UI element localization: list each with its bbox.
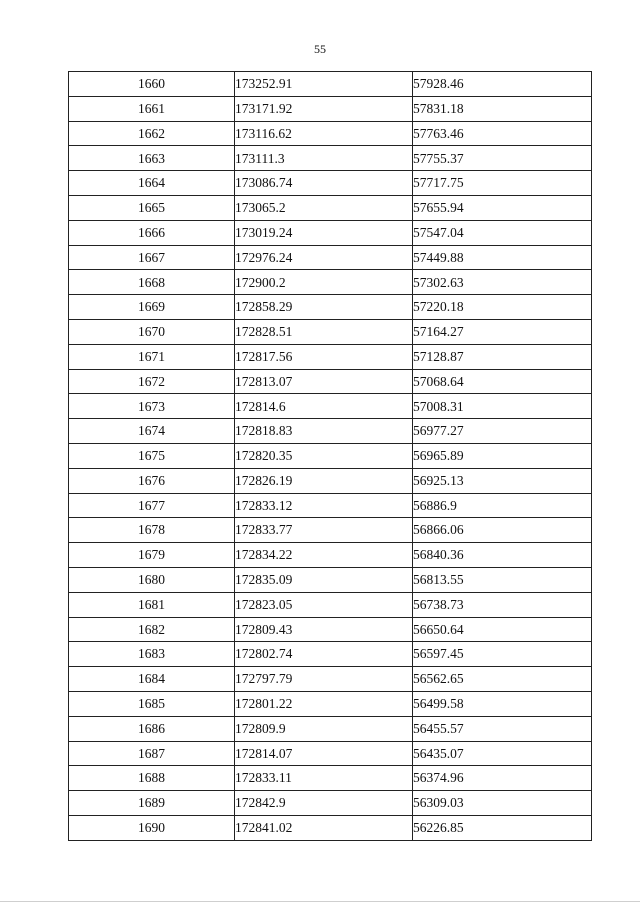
point-number-cell: 1665 (69, 195, 235, 220)
point-number-cell: 1667 (69, 245, 235, 270)
point-number-cell: 1660 (69, 72, 235, 97)
table-row (69, 518, 592, 543)
y-coordinate-cell: 56455.57 (413, 716, 592, 741)
y-coordinate-cell: 56597.45 (413, 642, 592, 667)
x-coordinate-cell: 172818.83 (235, 419, 413, 444)
y-coordinate-cell: 56977.27 (413, 419, 592, 444)
x-coordinate-cell: 172900.2 (235, 270, 413, 295)
point-number-cell: 1676 (69, 468, 235, 493)
point-number-cell: 1669 (69, 295, 235, 320)
y-coordinate-cell: 56840.36 (413, 543, 592, 568)
y-coordinate-cell: 56499.58 (413, 691, 592, 716)
y-coordinate-cell: 56925.13 (413, 468, 592, 493)
x-coordinate-cell: 172797.79 (235, 667, 413, 692)
y-coordinate-cell: 56309.03 (413, 791, 592, 816)
point-number-cell: 1662 (69, 121, 235, 146)
x-coordinate-cell: 172809.9 (235, 716, 413, 741)
y-coordinate-cell: 56226.85 (413, 815, 592, 840)
point-number-cell: 1680 (69, 567, 235, 592)
table-row (69, 766, 592, 791)
table-row (69, 567, 592, 592)
y-coordinate-cell: 57763.46 (413, 121, 592, 146)
point-number-cell: 1663 (69, 146, 235, 171)
y-coordinate-cell: 57302.63 (413, 270, 592, 295)
y-coordinate-cell: 56562.65 (413, 667, 592, 692)
table-row (69, 443, 592, 468)
x-coordinate-cell: 172809.43 (235, 617, 413, 642)
y-coordinate-cell: 57164.27 (413, 319, 592, 344)
point-number-cell: 1685 (69, 691, 235, 716)
x-coordinate-cell: 172976.24 (235, 245, 413, 270)
x-coordinate-cell: 172802.74 (235, 642, 413, 667)
point-number-cell: 1682 (69, 617, 235, 642)
table-row (69, 716, 592, 741)
y-coordinate-cell: 56813.55 (413, 567, 592, 592)
x-coordinate-cell: 172826.19 (235, 468, 413, 493)
point-number-cell: 1674 (69, 419, 235, 444)
table-row (69, 220, 592, 245)
table-row (69, 791, 592, 816)
x-coordinate-cell: 172842.9 (235, 791, 413, 816)
x-coordinate-cell: 172841.02 (235, 815, 413, 840)
point-number-cell: 1679 (69, 543, 235, 568)
y-coordinate-cell: 56886.9 (413, 493, 592, 518)
y-coordinate-cell: 57128.87 (413, 344, 592, 369)
table-row (69, 195, 592, 220)
table-row (69, 667, 592, 692)
y-coordinate-cell: 57068.64 (413, 369, 592, 394)
table-row (69, 815, 592, 840)
x-coordinate-cell: 173171.92 (235, 96, 413, 121)
point-number-cell: 1671 (69, 344, 235, 369)
table-row (69, 344, 592, 369)
x-coordinate-cell: 172834.22 (235, 543, 413, 568)
point-number-cell: 1688 (69, 766, 235, 791)
table-row (69, 543, 592, 568)
table-row (69, 468, 592, 493)
y-coordinate-cell: 56374.96 (413, 766, 592, 791)
x-coordinate-cell: 173086.74 (235, 171, 413, 196)
y-coordinate-cell: 57547.04 (413, 220, 592, 245)
point-number-cell: 1683 (69, 642, 235, 667)
x-coordinate-cell: 172858.29 (235, 295, 413, 320)
table-row (69, 96, 592, 121)
point-number-cell: 1689 (69, 791, 235, 816)
x-coordinate-cell: 172817.56 (235, 344, 413, 369)
page-number: 55 (314, 42, 326, 56)
point-number-cell: 1670 (69, 319, 235, 344)
table-row (69, 493, 592, 518)
point-number-cell: 1666 (69, 220, 235, 245)
point-number-cell: 1675 (69, 443, 235, 468)
table-row (69, 642, 592, 667)
x-coordinate-cell: 173065.2 (235, 195, 413, 220)
page-bottom-rule (0, 901, 640, 902)
y-coordinate-cell: 56650.64 (413, 617, 592, 642)
x-coordinate-cell: 173019.24 (235, 220, 413, 245)
point-number-cell: 1687 (69, 741, 235, 766)
table-row (69, 146, 592, 171)
x-coordinate-cell: 172833.77 (235, 518, 413, 543)
y-coordinate-cell: 57831.18 (413, 96, 592, 121)
y-coordinate-cell: 56965.89 (413, 443, 592, 468)
y-coordinate-cell: 56435.07 (413, 741, 592, 766)
y-coordinate-cell: 56738.73 (413, 592, 592, 617)
table-row (69, 394, 592, 419)
table-row (69, 245, 592, 270)
y-coordinate-cell: 57755.37 (413, 146, 592, 171)
y-coordinate-cell: 57220.18 (413, 295, 592, 320)
x-coordinate-cell: 172833.11 (235, 766, 413, 791)
table-row (69, 691, 592, 716)
table-row (69, 741, 592, 766)
table-container (68, 71, 592, 841)
table-row (69, 171, 592, 196)
x-coordinate-cell: 173116.62 (235, 121, 413, 146)
x-coordinate-cell: 172813.07 (235, 369, 413, 394)
y-coordinate-cell: 57928.46 (413, 72, 592, 97)
y-coordinate-cell: 57449.88 (413, 245, 592, 270)
y-coordinate-cell: 57008.31 (413, 394, 592, 419)
x-coordinate-cell: 172823.05 (235, 592, 413, 617)
x-coordinate-cell: 172814.07 (235, 741, 413, 766)
point-number-cell: 1673 (69, 394, 235, 419)
point-number-cell: 1677 (69, 493, 235, 518)
point-number-cell: 1678 (69, 518, 235, 543)
point-number-cell: 1672 (69, 369, 235, 394)
point-number-cell: 1686 (69, 716, 235, 741)
table-row (69, 121, 592, 146)
coordinate-table (68, 71, 592, 841)
point-number-cell: 1664 (69, 171, 235, 196)
x-coordinate-cell: 172814.6 (235, 394, 413, 419)
x-coordinate-cell: 172801.22 (235, 691, 413, 716)
table-row (69, 592, 592, 617)
x-coordinate-cell: 173111.3 (235, 146, 413, 171)
table-row (69, 369, 592, 394)
x-coordinate-cell: 172835.09 (235, 567, 413, 592)
point-number-cell: 1690 (69, 815, 235, 840)
x-coordinate-cell: 172833.12 (235, 493, 413, 518)
table-row (69, 419, 592, 444)
table-body (69, 72, 592, 841)
point-number-cell: 1668 (69, 270, 235, 295)
x-coordinate-cell: 172820.35 (235, 443, 413, 468)
table-row (69, 295, 592, 320)
point-number-cell: 1684 (69, 667, 235, 692)
table-row (69, 617, 592, 642)
x-coordinate-cell: 172828.51 (235, 319, 413, 344)
table-row (69, 72, 592, 97)
y-coordinate-cell: 57655.94 (413, 195, 592, 220)
point-number-cell: 1681 (69, 592, 235, 617)
table-row (69, 270, 592, 295)
y-coordinate-cell: 57717.75 (413, 171, 592, 196)
point-number-cell: 1661 (69, 96, 235, 121)
x-coordinate-cell: 173252.91 (235, 72, 413, 97)
y-coordinate-cell: 56866.06 (413, 518, 592, 543)
table-row (69, 319, 592, 344)
